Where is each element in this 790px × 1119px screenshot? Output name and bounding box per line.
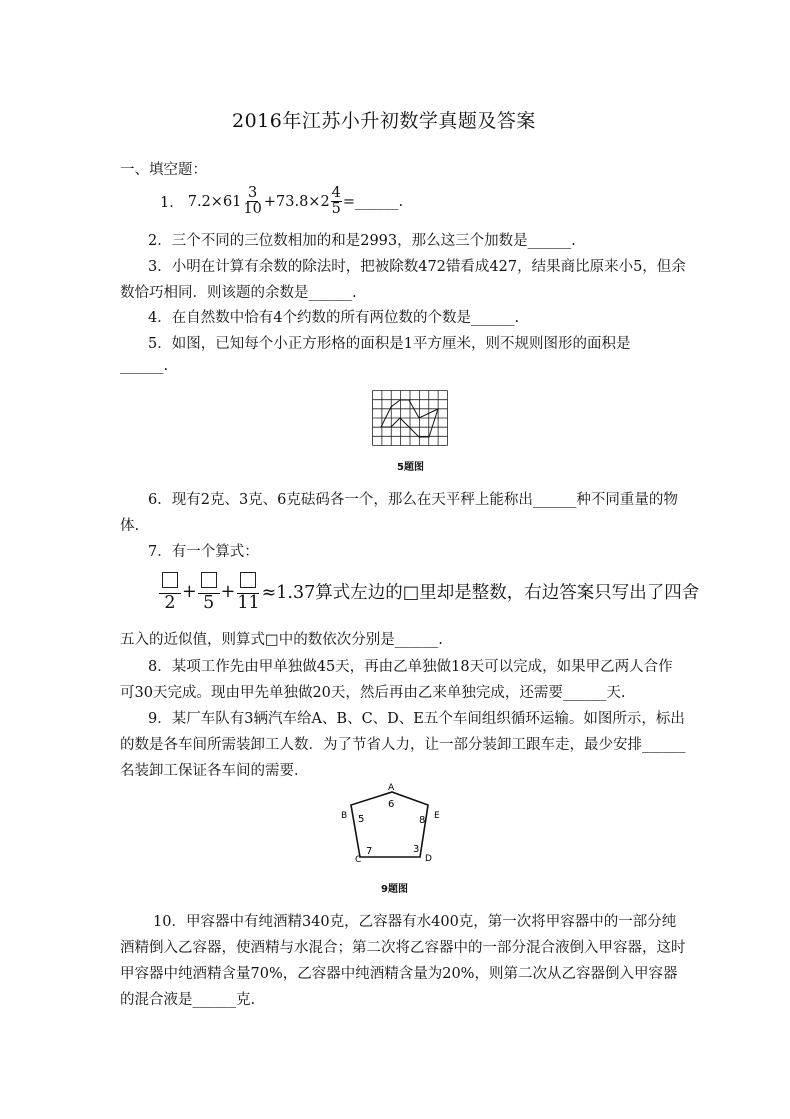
figure-5-caption: 5题图 [397, 462, 424, 473]
q1-fraction-1 [242, 186, 262, 217]
vertex-value-e: 8 [419, 815, 426, 826]
q7-fraction-2 [198, 571, 220, 613]
q7-fraction-1-denominator: 2 [164, 593, 176, 614]
q1-expr-c: =______. [342, 193, 404, 210]
question-5-line-2: ______. [120, 358, 169, 374]
q7-fraction-1 [159, 571, 181, 613]
question-10-line-2: 酒精倒入乙容器，使酒精与水混合；第二次将乙容器中的一部分混合液倒入甲容器，这时 [120, 940, 686, 956]
q7-formula-rest: ≈1.37算式左边的□里却是整数，右边答案只写出了四舍 [261, 583, 700, 604]
q1-fraction-1-denominator: 10 [243, 201, 262, 218]
vertex-value-d: 3 [413, 844, 420, 855]
question-7-formula [158, 571, 699, 613]
q1-fraction-2-denominator: 5 [331, 201, 341, 218]
question-8-line-2: 可30天完成。现由甲先单独做20天，然后再由乙来单独完成，还需要______天. [120, 685, 626, 701]
q1-fraction-1-numerator: 3 [248, 185, 258, 201]
q7-plus-2: + [220, 581, 236, 602]
question-9-line-2: 的数是各车间所需装卸工人数．为了节省人力，让一部分装卸工跟车走，最少安排______ [120, 737, 686, 753]
q1-expr-b: +73.8×2 [263, 193, 330, 210]
vertex-label-b: B [341, 811, 348, 821]
question-6-line-1: 6．现有2克、3克、6克砝码各一个，那么在天平秤上能称出______种不同重量的物 [148, 492, 678, 508]
question-2: 2．三个不同的三位数相加的和是2993，那么这三个加数是______. [148, 233, 576, 249]
question-7-line-3: 五入的近似值，则算式□中的数依次分别是______. [120, 632, 443, 648]
question-3-line-1: 3．小明在计算有余数的除法时，把被除数472错看成427，结果商比原来小5，但余 [148, 259, 686, 275]
q1-number: 1． [160, 195, 184, 212]
vertex-label-c: C [355, 855, 362, 865]
vertex-label-a: A [388, 783, 395, 793]
question-9-line-3: 名装卸工保证各车间的需要． [120, 763, 309, 779]
page-title: 2016年江苏小升初数学真题及答案 [232, 110, 536, 132]
figure-5-grid [372, 390, 448, 446]
q7-fraction-3-denominator: 11 [237, 593, 260, 614]
question-9-line-1: 9．某厂车队有3辆汽车给A、B、C、D、E五个车间组织循环运输。如图所示，标出 [148, 711, 685, 727]
question-4: 4．在自然数中恰有4个约数的所有两位数的个数是______. [148, 310, 520, 326]
q1-fraction-2 [331, 186, 342, 217]
question-5-line-1: 5．如图，已知每个小正方形格的面积是1平方厘米，则不规则图形的面积是 [148, 336, 631, 352]
figure-9-caption: 9题图 [381, 884, 408, 895]
q1-fraction-2-numerator: 4 [331, 185, 341, 201]
vertex-value-c: 7 [366, 846, 373, 857]
q7-fraction-1-box [159, 571, 181, 594]
q7-fraction-2-denominator: 5 [203, 593, 215, 614]
question-10-line-1: 10．甲容器中有纯酒精340克，乙容器有水400克，第一次将甲容器中的一部分纯 [153, 914, 677, 930]
q7-fraction-2-box [198, 571, 220, 594]
question-10-line-4: 的混合液是______克. [120, 992, 256, 1008]
question-7-line-1: 7．有一个算式： [148, 544, 259, 560]
figure-9-pentagon [335, 780, 450, 866]
question-6-line-2: 体. [120, 518, 140, 534]
section-heading: 一、填空题： [120, 162, 207, 178]
question-1 [160, 186, 403, 217]
vertex-value-a: 6 [388, 799, 395, 810]
figure-5-irregular-shape [381, 400, 438, 437]
q1-expr-a: 7.2×61 [187, 193, 242, 210]
q7-fraction-3 [236, 571, 260, 613]
question-10-line-3: 甲容器中纯酒精含量70%，乙容器中纯酒精含量为20%，则第二次从乙容器倒入甲容器 [120, 966, 678, 982]
q7-fraction-3-box [237, 571, 259, 594]
question-8-line-1: 8．某项工作先由甲单独做45天，再由乙单独做18天可以完成，如果甲乙两人合作 [148, 659, 673, 675]
vertex-label-e: E [434, 811, 440, 821]
vertex-label-d: D [425, 854, 432, 864]
vertex-value-b: 5 [358, 814, 365, 825]
q7-plus-1: + [182, 581, 197, 602]
question-3-line-2: 数恰巧相同．则该题的余数是______. [120, 285, 357, 301]
